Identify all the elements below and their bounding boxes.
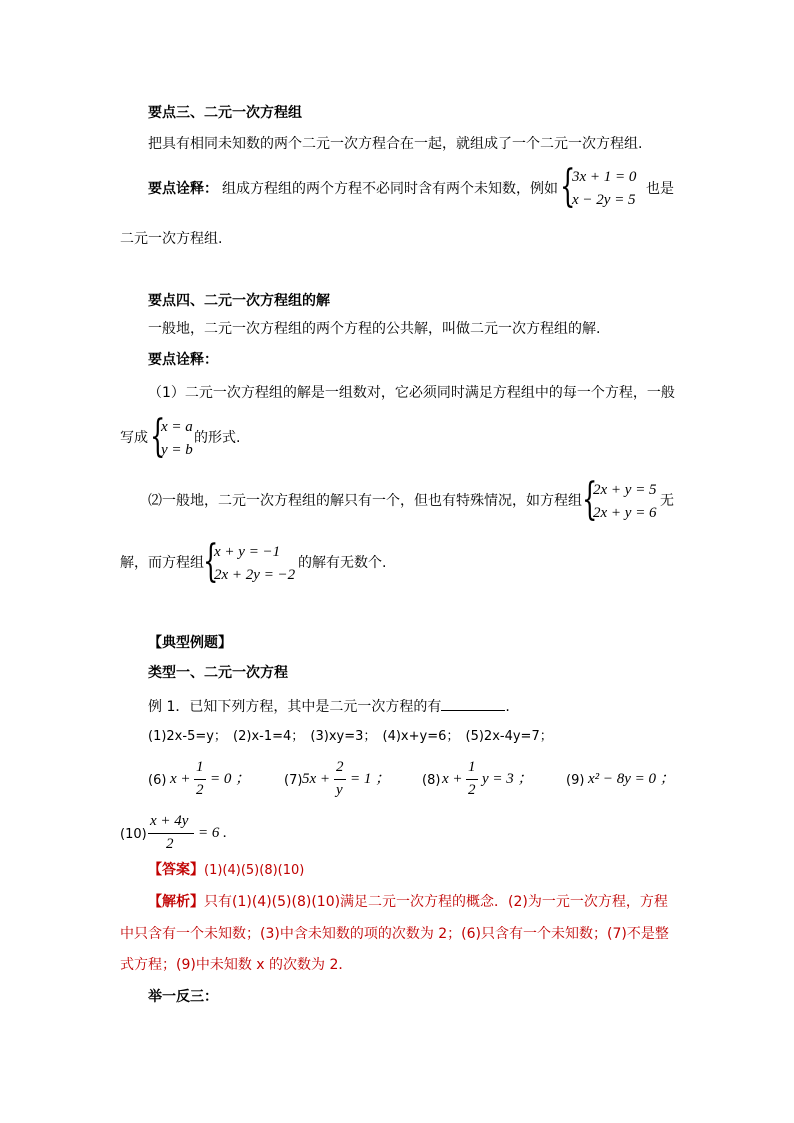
- brace: {: [582, 474, 598, 525]
- question-text: 例 1．已知下列方程，其中是二元一次方程的有: [148, 699, 442, 715]
- definition-solution: 一般地，二元一次方程组的两个方程的公共解，叫做二元一次方程组的解.: [148, 321, 601, 337]
- note-continuation: 二元一次方程组.: [120, 231, 223, 247]
- equation: x = a: [161, 419, 193, 435]
- type-heading: 类型一、二元一次方程: [148, 665, 288, 681]
- eq-part: y = 3 ；: [482, 771, 533, 787]
- equation: x + y = −1: [214, 544, 281, 560]
- answer-blank: [441, 698, 505, 711]
- note-label: 要点诠释：: [148, 352, 218, 368]
- note-text: 组成方程组的两个方程不必同时含有两个未知数，例如: [222, 181, 558, 197]
- denominator: 2: [196, 782, 204, 798]
- eq-label: (9): [566, 773, 585, 788]
- fraction: [466, 760, 478, 800]
- note-point-1-prefix: 写成: [120, 430, 148, 446]
- answer-line: [148, 863, 304, 877]
- eq-label: (6): [148, 773, 167, 788]
- numerator: 1: [468, 759, 476, 775]
- analysis-label: 【解析】: [148, 894, 204, 910]
- answer-label: 【答案】: [148, 862, 204, 878]
- equation: 2x + y = 5: [593, 482, 657, 498]
- infinite-solution-system: [203, 536, 303, 588]
- note-point-2-suffix: 无: [660, 493, 674, 509]
- equation: 2x + y = 6: [593, 505, 657, 521]
- numerator: 2: [336, 759, 344, 775]
- analysis-line-3: 式方程；(9)中未知数 x 的次数为 2．: [120, 957, 353, 973]
- solution-form-system: [150, 411, 200, 463]
- fraction: [334, 760, 346, 800]
- note-tail: 也是: [646, 181, 674, 197]
- eq-part: x² − 8y = 0 ；: [588, 771, 675, 787]
- fraction: [194, 760, 206, 800]
- note-point-1: （1）二元一次方程组的解是一组数对，它必须同时满足方程组中的每一个方程，一般: [148, 385, 675, 401]
- note-label: 要点诠释：: [148, 181, 218, 197]
- note-point-1-suffix: 的形式.: [194, 430, 241, 446]
- example-system: [560, 161, 650, 213]
- equation: y = b: [161, 442, 193, 458]
- equation: 2x + 2y = −2: [214, 567, 296, 583]
- eq-part: = 0 ；: [210, 771, 251, 787]
- numerator: x + 4y: [150, 813, 189, 829]
- fraction-bar: [466, 779, 478, 780]
- note-point-3-prefix: 解，而方程组: [120, 555, 204, 571]
- denominator: 2: [468, 782, 476, 798]
- analysis-line-1: [148, 895, 668, 909]
- section-heading-3: 要点三、二元一次方程组: [148, 105, 302, 121]
- practice-heading: 举一反三：: [148, 989, 218, 1005]
- denominator: y: [336, 782, 343, 798]
- eq-label: (8): [422, 773, 441, 788]
- answer-value: (1)(4)(5)(8)(10): [204, 863, 305, 878]
- note-point-3-suffix: 的解有无数个.: [298, 555, 387, 571]
- numerator: 1: [196, 759, 204, 775]
- example-1-question: [148, 698, 510, 714]
- equation-list-row-1: (1)2x-5=y； (2)x-1=4； (3)xy=3； (4)x+y=6； (5)2x-4y=7；: [148, 729, 553, 744]
- brace: {: [560, 161, 576, 212]
- eq-part: x +: [442, 771, 463, 787]
- brace: {: [203, 536, 219, 587]
- eq-part: x +: [170, 771, 191, 787]
- fraction-bar: [194, 779, 206, 780]
- analysis-text: 只有(1)(4)(5)(8)(10)满足二元一次方程的概念．(2)为一元一次方程，方程: [204, 894, 668, 910]
- no-solution-system: [582, 474, 662, 526]
- eq-part: = 1 ；: [350, 771, 391, 787]
- equation: 3x + 1 = 0: [572, 169, 637, 185]
- section-heading-4: 要点四、二元一次方程组的解: [148, 293, 330, 309]
- fraction-bar: [334, 779, 346, 780]
- analysis-line-2: 中只含有一个未知数；(3)中含未知数的项的次数为 2；(6)只含有一个未知数；(7)不是整: [120, 926, 669, 942]
- eq-part: = 6 .: [198, 825, 227, 841]
- eq-label: (7): [284, 773, 303, 788]
- fraction: [148, 814, 194, 854]
- brace: {: [150, 411, 166, 462]
- question-end: .: [505, 699, 510, 715]
- note-point-2: ⑵一般地，二元一次方程组的解只有一个，但也有特殊情况，如方程组: [148, 493, 582, 509]
- eq-label: (10): [120, 827, 147, 842]
- denominator: 2: [166, 836, 174, 852]
- examples-heading: 【典型例题】: [148, 635, 232, 651]
- equation: x − 2y = 5: [572, 192, 636, 208]
- definition-system: 把具有相同未知数的两个二元一次方程合在一起，就组成了一个二元一次方程组.: [148, 136, 643, 152]
- eq-part: 5x +: [302, 771, 331, 787]
- fraction-bar: [148, 833, 194, 834]
